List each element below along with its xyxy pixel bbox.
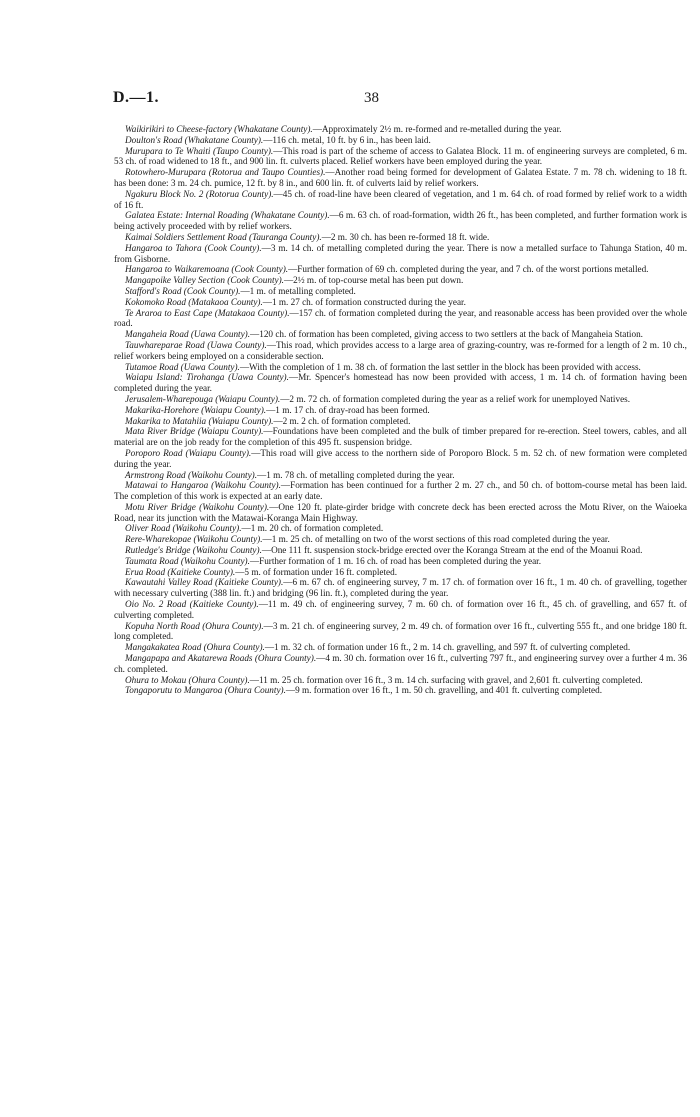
paragraph [114, 329, 687, 340]
paragraph-text: —2 m. 30 ch. has been re-formed 18 ft. wide. [321, 231, 490, 242]
paragraph [114, 405, 687, 416]
paragraph-text: —3 m. 21 ch. of engineering survey, 2 m. 49 ch. of formation over 16 ft., culverting 555 ft., and one bridge 180 ft. long completed. [114, 620, 687, 642]
paragraph-text: —1 m. 25 ch. of metalling on two of the worst sections of this road completed during the year. [262, 534, 610, 545]
paragraph-text: —One 120 ft. plate-girder bridge with concrete deck has been erected across the Motu River, on the Waioeka Road, near its junction with the Matawai-Koranga Main Highway. [114, 501, 687, 523]
paragraph-text: —1 m. 20 ch. of formation completed. [241, 523, 384, 534]
paragraph-text: —6 m. 67 ch. of engineering survey, 7 m. 17 ch. of formation over 16 ft., 1 m. 40 ch. of gravelling, together with necessary culverting (388 lin. ft.) and bridging (96 lin. ft.), completed during the year. [114, 577, 687, 599]
paragraph [114, 577, 687, 599]
road-title: Tauwhareparae Road (Uawa County). [125, 339, 267, 350]
road-title: Mata River Bridge (Waiapu County). [125, 426, 264, 437]
road-title: Motu River Bridge (Waikohu County). [125, 501, 270, 512]
road-title: Oliver Road (Waikohu County). [125, 523, 242, 534]
paragraph-text: —2 m. 2 ch. of formation completed. [273, 415, 411, 426]
paragraph-text: —Approximately 2½ m. re-formed and re-metalled during the year. [312, 124, 562, 134]
paragraph [114, 416, 687, 427]
paragraph-text: —Mr. Spencer's homestead has now been provided with access, 1 m. 14 ch. of formation having been completed during the year. [114, 372, 688, 394]
paragraph [114, 308, 687, 330]
paragraph [114, 567, 687, 578]
paragraph [114, 189, 687, 211]
paragraph-text: —1 m. 17 ch. of dray-road has been formed. [266, 404, 430, 415]
paragraph-text: —6 m. 63 ch. of road-formation, width 26 ft., has been completed, and further formation work is being actively proceeded with by relief workers. [114, 210, 687, 232]
paragraph [114, 502, 687, 524]
paragraph-text: —1 m. 27 ch. of formation constructed during the year. [262, 296, 466, 307]
paragraph-text: —This road will give access to the northern side of Poroporo Block. 5 m. 52 ch. of new formation were completed during the year. [114, 447, 688, 469]
road-title: Hangaroa to Waikaremoana (Cook County). [125, 264, 289, 275]
paragraph [114, 146, 687, 168]
document-reference: D.—1. [113, 89, 160, 106]
road-title: Matawai to Hangaroa (Waikohu County). [125, 480, 281, 491]
paragraph-text: —116 ch. metal, 10 ft. by 6 in., has been laid. [263, 134, 431, 145]
road-title: Ohura to Mokau (Ohura County). [125, 674, 250, 685]
paragraph [114, 135, 687, 146]
paragraph-text: —1 m. 32 ch. of formation under 16 ft., 2 m. 14 ch. gravelling, and 597 ft. of culverting completed. [264, 642, 631, 653]
paragraph-text: —4 m. 30 ch. formation over 16 ft., culverting 797 ft., and engineering survey over a further 4 m. 36 ch. completed. [114, 653, 687, 674]
road-title: Erua Road (Kaitieke County). [125, 566, 236, 577]
paragraph [114, 470, 687, 481]
paragraph-text: —45 ch. of road-line have been cleared of vegetation, and 1 m. 64 ch. of road formed by relief work to a width of 16 ft. [114, 188, 687, 210]
paragraph-text: —Formation has been continued for a further 2 m. 27 ch., and 50 ch. of bottom-course metal has been laid. The completion of this work is expected at an early date. [114, 480, 688, 502]
paragraph [114, 275, 687, 286]
paragraph [114, 167, 687, 189]
paragraph [114, 556, 687, 567]
road-title: Kokomoko Road (Matakaoa County). [125, 296, 263, 307]
road-title: Waikirikiri to Cheese-factory (Whakatane County). [125, 124, 313, 134]
paragraph-text: —120 ch. of formation has been completed, giving access to two settlers at the back of Mangaheia Station. [250, 329, 643, 340]
paragraph-text: —157 ch. of formation completed during the year, and reasonable access has been provided over the whole road. [114, 307, 687, 329]
paragraph [114, 685, 687, 696]
paragraph-text: —9 m. formation over 16 ft., 1 m. 50 ch. gravelling, and 401 ft. culverting completed. [285, 685, 603, 696]
paragraph [114, 599, 687, 621]
paragraph [114, 340, 687, 362]
road-title: Waiapu Island: Tirohanga (Uawa County). [125, 372, 289, 383]
paragraph [114, 448, 687, 470]
paragraph [114, 210, 687, 232]
paragraph-text: —3 m. 14 ch. of metalling completed during the year. There is now a metalled surface to Tahunga Station, 40 m. from Gisborne. [114, 242, 687, 264]
paragraph [114, 653, 687, 675]
paragraph-text: —One 111 ft. suspension stock-bridge erected over the Koranga Stream at the end of the Moanui Road. [261, 545, 643, 556]
road-title: Doulton's Road (Whakatane County). [125, 134, 264, 145]
paragraph [114, 297, 687, 308]
paragraph-text: —With the completion of 1 m. 38 ch. of formation the last settler in the block has been provided with access. [239, 361, 641, 372]
road-title: Ngakuru Block No. 2 (Rotorua County). [125, 188, 274, 199]
road-title: Tutamoe Road (Uawa County). [125, 361, 240, 372]
road-title: Mangapapa and Akatarewa Roads (Ohura County). [125, 653, 317, 664]
road-title: Hangaroa to Tahora (Cook County). [125, 242, 262, 253]
road-title: Taumata Road (Waikohu County). [125, 555, 250, 566]
road-title: Murupara to Te Whaiti (Taupo County). [125, 145, 274, 156]
road-title: Poroporo Road (Waiapu County). [125, 447, 252, 458]
paragraph-text: —Further formation of 1 m. 16 ch. of road has been completed during the year. [249, 555, 542, 566]
paragraph-text: —This road is part of the scheme of access to Galatea Block. 11 m. of engineering surveys are completed, 6 m. 53 ch. of road widened to 18 ft., and 900 lin. ft. culverts placed. Relief workers have been employed during the year. [114, 145, 688, 167]
paragraph [114, 286, 687, 297]
paragraph [114, 480, 687, 502]
road-title: Rere-Wharekopae (Waikohu County). [125, 534, 263, 545]
road-title: Kaimai Soldiers Settlement Road (Tauranga County). [125, 231, 322, 242]
paragraph [114, 372, 687, 394]
road-title: Rutledge's Bridge (Waikohu County). [125, 545, 262, 556]
paragraph-text: —This road, which provides access to a large area of grazing-country, was re-formed for a length of 2 m. 10 ch., relief workers being employed on a considerable section. [114, 339, 687, 361]
road-title: Galatea Estate: Internal Roading (Whakatane County). [125, 210, 330, 221]
road-title: Kopuha North Road (Ohura County). [125, 620, 264, 631]
road-title: Mangaheia Road (Uawa County). [125, 329, 251, 340]
paragraph [114, 621, 687, 643]
road-title: Makarika-Horehore (Waiapu County). [125, 404, 267, 415]
paragraph [114, 232, 687, 243]
paragraph [114, 675, 687, 686]
paragraph-text: —2½ m. of top-course metal has been put down. [283, 275, 464, 286]
paragraph-text: —1 m. of metalling completed. [240, 285, 356, 296]
page-number: 38 [364, 90, 379, 106]
paragraph [114, 426, 687, 448]
paragraph [114, 534, 687, 545]
paragraph-text: —11 m. 25 ch. formation over 16 ft., 3 m. 14 ch. surfacing with gravel, and 2,601 ft. culverting completed. [249, 674, 643, 685]
road-title: Jerusalem-Wharepouga (Waiapu County). [125, 393, 281, 404]
paragraph-text: —5 m. of formation under 16 ft. completed. [235, 566, 397, 577]
road-title: Rotowhero-Murupara (Rotorua and Taupo Counties). [125, 167, 326, 178]
paragraph [114, 243, 687, 265]
body-text [114, 124, 687, 696]
road-title: Mangapoike Valley Section (Cook County). [125, 275, 284, 286]
paragraph-text: —2 m. 72 ch. of formation completed during the year as a relief work for unemployed Natives. [280, 393, 631, 404]
road-title: Mangakakatea Road (Ohura County). [125, 642, 265, 653]
road-title: Tongaporutu to Mangaroa (Ohura County). [125, 685, 286, 696]
road-title: Makarika to Matahiia (Waiapu County). [125, 415, 274, 426]
paragraph [114, 523, 687, 534]
paragraph-text: —Another road being formed for development of Galatea Estate. 7 m. 78 ch. widening to 18 ft. has been done: 3 m. 24 ch. pumice, 12 ft. by 8 in., and 600 lin. ft. of culverts laid by relief workers. [114, 167, 687, 188]
paragraph [114, 124, 687, 135]
road-title: Stafford's Road (Cook County). [125, 285, 241, 296]
paragraph-text: —11 m. 49 ch. of engineering survey, 7 m. 60 ch. of formation over 16 ft., 45 ch. of gravelling, and 657 ft. of culverting completed. [114, 599, 687, 620]
road-title: Te Araroa to East Cape (Matakaoa County). [125, 307, 290, 318]
paragraph [114, 394, 687, 405]
paragraph-text: —1 m. 78 ch. of metalling completed during the year. [257, 469, 455, 480]
paragraph [114, 642, 687, 653]
paragraph-text: —Foundations have been completed and the bulk of timber prepared for re-erection. Steel towers, cables, and all material are on the job ready for the completion of this 495 ft. suspension bridge. [114, 426, 687, 448]
paragraph-text: —Further formation of 69 ch. completed during the year, and 7 ch. of the worst portions metalled. [288, 264, 649, 275]
paragraph [114, 362, 687, 373]
road-title: Oio No. 2 Road (Kaitieke County). [125, 599, 259, 610]
road-title: Armstrong Road (Waikohu County). [125, 469, 258, 480]
paragraph [114, 545, 687, 556]
road-title: Kawautahi Valley Road (Kaitieke County). [125, 577, 284, 588]
paragraph [114, 264, 687, 275]
